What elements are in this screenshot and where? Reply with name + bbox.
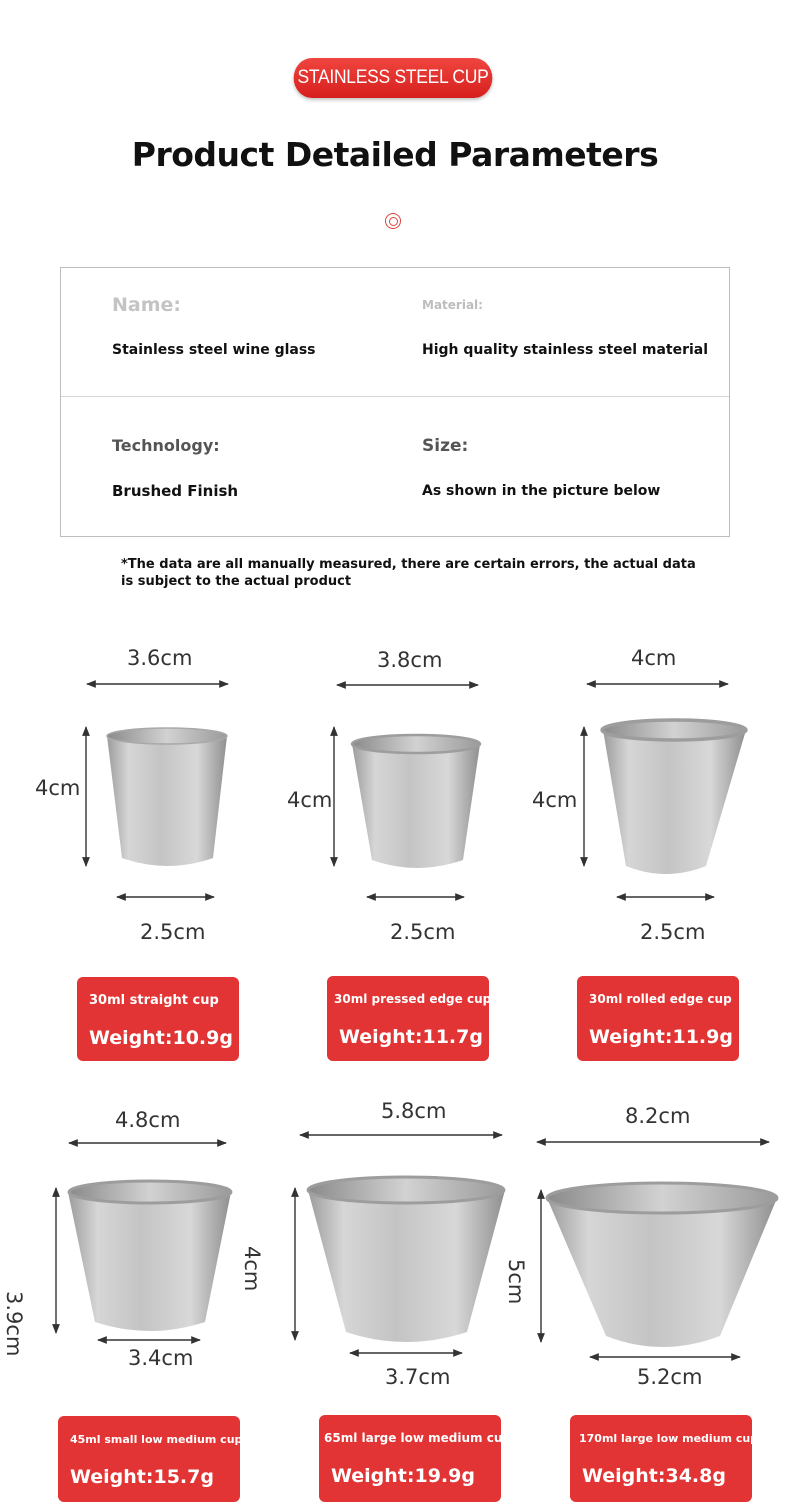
- cup-3-name: 30ml rolled edge cup: [589, 992, 732, 1006]
- cup-5-tag: [319, 1415, 511, 1502]
- cup-1-top-width: 3.6cm: [127, 646, 193, 670]
- cup-6-top-width: 8.2cm: [625, 1104, 691, 1128]
- cup-2-pressed-edge: [352, 735, 480, 868]
- technology-value: Brushed Finish: [112, 482, 239, 500]
- cup-6-name: 170ml large low medium cup: [579, 1432, 759, 1445]
- material-value: High quality stainless steel material: [422, 342, 709, 358]
- cup-1-tag: [77, 977, 239, 1061]
- size-label: Size:: [422, 436, 469, 456]
- cup-1-bottom-width: 2.5cm: [140, 920, 206, 944]
- cup-6-170ml: [547, 1183, 777, 1347]
- cup-1-height: 4cm: [35, 776, 81, 800]
- cup-5-weight: Weight:19.9g: [331, 1465, 475, 1487]
- cup-4-small-low-medium: [68, 1181, 231, 1331]
- cup-3-weight: Weight:11.9g: [589, 1026, 733, 1048]
- cup-5-large-low-medium: [308, 1177, 505, 1342]
- material-label: Material:: [422, 298, 483, 312]
- measurement-note: *The data are all manually measured, there are certain errors, the actual data is subject to the actual product: [121, 557, 696, 589]
- cup-2-name: 30ml pressed edge cup: [334, 992, 492, 1006]
- cup-3-rolled-edge: [602, 720, 746, 874]
- cup-2-bottom-width: 2.5cm: [390, 920, 456, 944]
- technology-label: Technology:: [112, 436, 220, 455]
- cup-5-top-width: 5.8cm: [381, 1099, 447, 1123]
- cup-6-height: 5cm: [504, 1259, 528, 1305]
- cup-5-name: 65ml large low medium cup: [324, 1431, 511, 1445]
- cup-1-name: 30ml straight cup: [89, 993, 219, 1008]
- name-value: Stainless steel wine glass: [112, 342, 316, 358]
- cup-2-top-width: 3.8cm: [377, 648, 443, 672]
- cup-4-name: 45ml small low medium cup: [70, 1433, 243, 1446]
- cup-3-bottom-width: 2.5cm: [640, 920, 706, 944]
- cup-6-weight: Weight:34.8g: [582, 1465, 726, 1487]
- cup-4-height: 3.9cm: [2, 1291, 26, 1357]
- name-label: Name:: [112, 294, 182, 316]
- cup-3-tag: [577, 976, 739, 1061]
- cup-2-height: 4cm: [287, 788, 333, 812]
- cup-4-bottom-width: 3.4cm: [128, 1346, 194, 1370]
- cup-4-top-width: 4.8cm: [115, 1108, 181, 1132]
- cup-1-weight: Weight:10.9g: [89, 1027, 233, 1049]
- cup-6-bottom-width: 5.2cm: [637, 1365, 703, 1389]
- cup-1-straight: [107, 728, 227, 866]
- size-value: As shown in the picture below: [422, 483, 661, 499]
- cup-5-bottom-width: 3.7cm: [385, 1365, 451, 1389]
- cup-5-height: 4cm: [240, 1246, 264, 1292]
- cup-3-top-width: 4cm: [631, 646, 677, 670]
- cup-3-height: 4cm: [532, 788, 578, 812]
- page-title: Product Detailed Parameters: [131, 135, 659, 174]
- cup-4-weight: Weight:15.7g: [70, 1466, 214, 1488]
- cup-2-tag: [327, 976, 492, 1061]
- product-category-pill: STAINLESS STEEL CUP: [294, 58, 493, 98]
- cup-2-weight: Weight:11.7g: [339, 1026, 483, 1048]
- cup-6-tag: [570, 1415, 759, 1502]
- cup-4-tag: [58, 1416, 243, 1502]
